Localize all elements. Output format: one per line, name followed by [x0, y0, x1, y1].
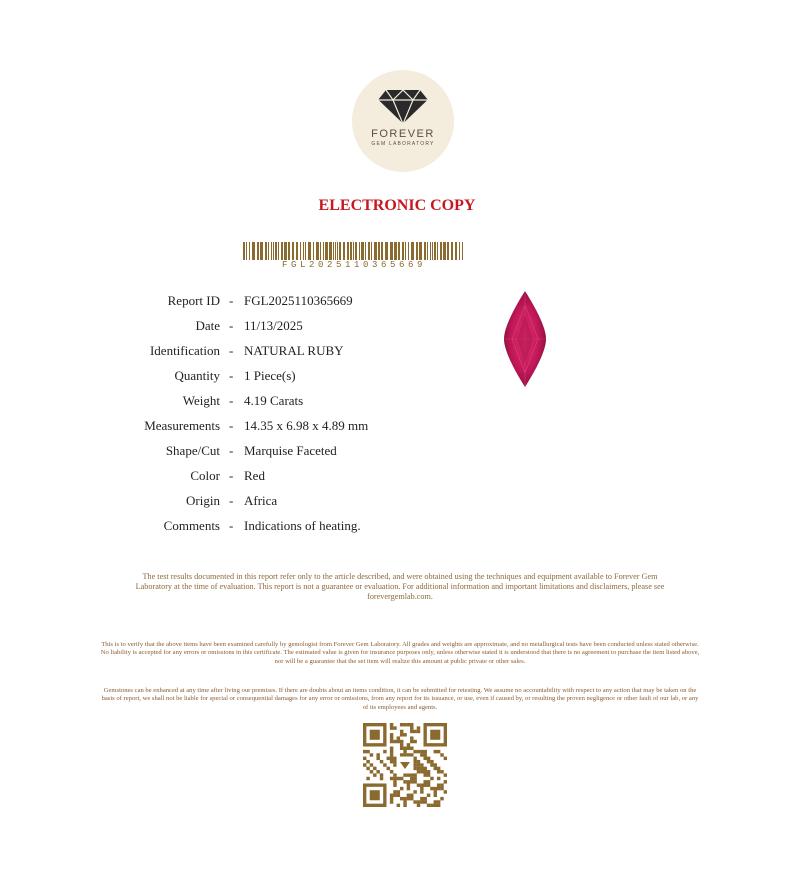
field-separator: - — [229, 368, 234, 383]
verification-note: This is to verify that the above items have been examined carefully by gemologist from Forever Gem Laboratory. All grades and weights are approximate, and no metallurgical tests have been conducted unless stated otherwise. No liability is accepted for any errors or omissions in this certificate. The estimated value is given for insurance purposes only, unless otherwise stated it is understood that there is no agreement to purchase the item listed above, nor will be a guarantee that the set item will realize this amount at public private or other sales. — [100, 641, 700, 665]
field-label: Identification — [149, 343, 220, 358]
field-separator: - — [229, 418, 234, 433]
field-value: 4.19 Carats — [244, 393, 304, 408]
field-row — [0, 368, 500, 388]
field-label: Origin — [186, 493, 220, 508]
field-row — [0, 293, 500, 313]
diamond-icon — [376, 88, 430, 126]
field-row — [0, 443, 500, 463]
qr-code[interactable] — [363, 723, 447, 807]
field-row — [0, 493, 500, 513]
field-value: 14.35 x 6.98 x 4.89 mm — [244, 418, 369, 433]
field-label: Date — [195, 318, 220, 333]
field-value: Marquise Faceted — [244, 443, 337, 458]
field-separator: - — [229, 343, 234, 358]
logo-name: FOREVER — [371, 128, 435, 140]
field-separator: - — [229, 393, 234, 408]
liability-note: Gemstones can be enhanced at any time after living our premises. If there are doubts about an items condition, it can be submitted for retesting. We assume no accountability with respect to any action that may be taken on the basis of report, we shall not be liable for special or consequential damages for any error or omissions, from any report for its issuance, or use, even if caused by, or resulting the proven negligence or other fault of our lab, or any of its employees and agents. — [101, 687, 699, 711]
field-row — [0, 318, 500, 338]
field-separator: - — [229, 318, 234, 333]
field-value: 11/13/2025 — [244, 318, 303, 333]
disclaimer-text: The test results documented in this report refer only to the article described, and were obtained using the techniques and equipment available to Forever Gem Laboratory at the time of evaluation. This report is not a guarantee or evaluation. For additional information and important limitations and disclaimers, please see forevergemlab.com. — [135, 572, 665, 601]
field-row — [0, 418, 500, 438]
field-value: Red — [244, 468, 265, 483]
lab-logo — [352, 70, 454, 172]
field-label: Color — [190, 468, 220, 483]
field-row — [0, 518, 500, 538]
field-separator: - — [229, 518, 234, 533]
field-separator: - — [229, 468, 234, 483]
field-value: Africa — [244, 493, 278, 508]
field-value: NATURAL RUBY — [244, 343, 344, 358]
field-row — [0, 468, 500, 488]
field-value: FGL2025110365669 — [244, 293, 353, 308]
document-title: ELECTRONIC COPY — [318, 197, 476, 214]
logo-subtitle: GEM LABORATORY — [371, 141, 435, 147]
field-row — [0, 343, 500, 363]
field-label: Measurements — [144, 418, 220, 433]
field-value: 1 Piece(s) — [244, 368, 296, 383]
field-label: Shape/Cut — [165, 443, 220, 458]
field-row — [0, 393, 500, 413]
field-label: Quantity — [174, 368, 220, 383]
field-label: Weight — [182, 393, 220, 408]
field-label: Report ID — [167, 293, 220, 308]
field-label: Comments — [163, 518, 220, 533]
field-value: Indications of heating. — [244, 518, 361, 533]
field-separator: - — [229, 443, 234, 458]
ruby-gem-image — [503, 290, 547, 388]
field-separator: - — [229, 293, 234, 308]
barcode-number: FGL2025110365669 — [281, 260, 426, 270]
field-separator: - — [229, 493, 234, 508]
barcode — [243, 242, 465, 260]
